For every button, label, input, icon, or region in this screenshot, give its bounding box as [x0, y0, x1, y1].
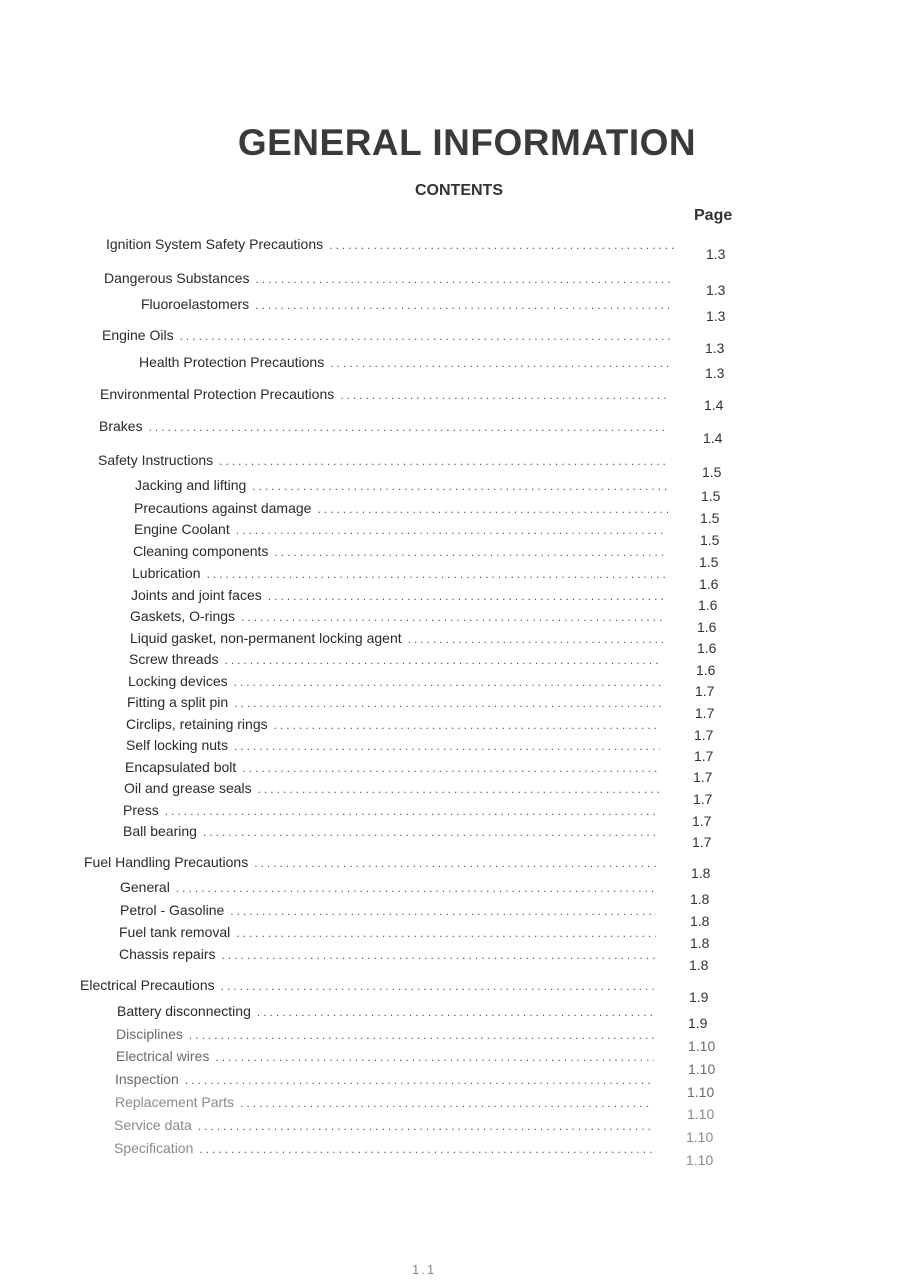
toc-entry-label: Dangerous Substances	[104, 270, 250, 286]
toc-entry	[114, 1117, 652, 1137]
toc-entry-page: 1.5	[699, 554, 719, 570]
toc-entry-page: 1.8	[691, 865, 711, 881]
toc-leader-dots	[255, 298, 671, 312]
toc-entry	[104, 270, 672, 290]
toc-leader-dots	[254, 856, 658, 870]
toc-entry	[123, 823, 658, 843]
toc-entry	[133, 543, 666, 563]
toc-entry-page: 1.5	[700, 510, 720, 526]
toc-entry-label: Ignition System Safety Precautions	[106, 236, 324, 252]
toc-entry-label: Lubrication	[132, 565, 201, 581]
toc-entry	[84, 854, 658, 874]
toc-entry	[134, 500, 668, 520]
toc-entry-label: Circlips, retaining rings	[126, 716, 268, 732]
toc-leader-dots	[408, 632, 663, 646]
toc-leader-dots	[330, 356, 670, 370]
toc-entry-page: 1.7	[693, 791, 713, 807]
toc-entry-label: General	[120, 879, 170, 895]
toc-leader-dots	[149, 420, 669, 434]
toc-entry	[115, 1094, 653, 1114]
toc-entry	[99, 418, 669, 438]
toc-entry-page: 1.10	[687, 1084, 715, 1100]
toc-leader-dots	[242, 761, 660, 775]
toc-entry-page: 1.7	[695, 705, 715, 721]
toc-leader-dots	[274, 545, 666, 559]
toc-entry	[114, 1140, 652, 1160]
toc-leader-dots	[165, 804, 658, 818]
toc-entry-label: Disciplines	[116, 1026, 183, 1042]
toc-leader-dots	[221, 948, 656, 962]
toc-entry	[117, 1003, 655, 1023]
toc-entry-page: 1.3	[705, 365, 725, 381]
toc-leader-dots	[215, 1050, 654, 1064]
toc-entry-page: 1.3	[706, 282, 726, 298]
toc-entry-label: Engine Coolant	[134, 521, 230, 537]
toc-entry-page: 1.10	[687, 1106, 715, 1122]
toc-entry-label: Safety Instructions	[98, 452, 214, 468]
toc-entry-page: 1.4	[703, 430, 723, 446]
toc-leader-dots	[198, 1119, 652, 1133]
toc-leader-dots	[199, 1142, 652, 1156]
toc-entry	[128, 673, 662, 693]
toc-entry	[98, 452, 669, 472]
toc-leader-dots	[234, 675, 662, 689]
toc-entry	[102, 327, 671, 347]
toc-leader-dots	[203, 825, 658, 839]
toc-entry-page: 1.7	[695, 683, 715, 699]
toc-entry-page: 1.3	[706, 308, 726, 324]
toc-entry-page: 1.9	[689, 989, 709, 1005]
toc-leader-dots	[257, 1005, 655, 1019]
toc-entry	[119, 924, 656, 944]
toc-leader-dots	[252, 479, 668, 493]
toc-entry-label: Fuel tank removal	[119, 924, 231, 940]
toc-entry-label: Engine Oils	[102, 327, 174, 343]
toc-entry-label: Specification	[114, 1140, 194, 1156]
toc-entry-page: 1.5	[700, 532, 720, 548]
toc-entry-label: Gaskets, O-rings	[130, 608, 236, 624]
toc-leader-dots	[256, 272, 672, 286]
toc-leader-dots	[224, 653, 662, 667]
toc-leader-dots	[240, 1096, 653, 1110]
toc-entry	[134, 521, 667, 541]
toc-leader-dots	[340, 388, 670, 402]
toc-entry-label: Locking devices	[128, 673, 228, 689]
toc-entry	[106, 236, 674, 256]
toc-entry-page: 1.10	[686, 1152, 714, 1168]
toc-entry	[130, 630, 663, 650]
toc-leader-dots	[189, 1028, 654, 1042]
toc-entry-label: Battery disconnecting	[117, 1003, 251, 1019]
toc-entry-label: Liquid gasket, non-permanent locking agent	[130, 630, 402, 646]
toc-leader-dots	[236, 926, 656, 940]
toc-entry-label: Ball bearing	[123, 823, 197, 839]
toc-entry-page: 1.9	[688, 1015, 708, 1031]
toc-entry-page: 1.10	[688, 1061, 716, 1077]
toc-entry	[119, 946, 656, 966]
toc-leader-dots	[207, 567, 666, 581]
toc-entry	[141, 296, 671, 316]
toc-leader-dots	[221, 979, 655, 993]
toc-entry-label: Brakes	[99, 418, 143, 434]
toc-entry-page: 1.10	[688, 1038, 716, 1054]
toc-leader-dots	[230, 904, 656, 918]
toc-entry-label: Joints and joint faces	[131, 587, 262, 603]
toc-leader-dots	[274, 718, 661, 732]
toc-entry-page: 1.7	[693, 769, 713, 785]
toc-entry-label: Oil and grease seals	[124, 780, 252, 796]
toc-entry-page: 1.6	[697, 619, 717, 635]
toc-entry-label: Press	[123, 802, 159, 818]
toc-entry	[127, 694, 661, 714]
toc-entry	[124, 780, 659, 800]
toc-entry	[120, 879, 657, 899]
toc-entry-page: 1.6	[698, 597, 718, 613]
toc-entry-page: 1.7	[692, 834, 712, 850]
toc-entry-page: 1.6	[697, 640, 717, 656]
toc-entry-label: Service data	[114, 1117, 192, 1133]
toc-entry-page: 1.3	[706, 246, 726, 262]
toc-entry-page: 1.7	[694, 748, 714, 764]
toc-entry	[80, 977, 655, 997]
toc-entry	[139, 354, 670, 374]
page-number-footer: 1.1	[412, 1262, 437, 1277]
page-column-header: Page	[694, 207, 733, 224]
toc-entry	[125, 759, 660, 779]
toc-entry-label: Electrical Precautions	[80, 977, 215, 993]
toc-leader-dots	[180, 329, 671, 343]
toc-entry-label: Inspection	[115, 1071, 179, 1087]
toc-entry	[126, 737, 660, 757]
toc-entry-page: 1.5	[702, 464, 722, 480]
toc-entry-page: 1.4	[704, 397, 724, 413]
toc-entry-page: 1.8	[689, 957, 709, 973]
toc-entry	[126, 716, 661, 736]
toc-leader-dots	[236, 523, 667, 537]
toc-entry-label: Encapsulated bolt	[125, 759, 237, 775]
toc-entry-page: 1.5	[701, 488, 721, 504]
toc-leader-dots	[241, 610, 664, 624]
toc-entry-label: Electrical wires	[116, 1048, 210, 1064]
toc-entry-label: Fuel Handling Precautions	[84, 854, 249, 870]
toc-leader-dots	[234, 739, 660, 753]
toc-entry	[130, 608, 664, 628]
toc-entry-page: 1.8	[690, 935, 710, 951]
toc-entry-page: 1.3	[705, 340, 725, 356]
toc-entry-label: Cleaning components	[133, 543, 269, 559]
toc-entry	[132, 565, 665, 585]
toc-entry-label: Chassis repairs	[119, 946, 216, 962]
toc-leader-dots	[176, 881, 657, 895]
toc-entry	[116, 1026, 654, 1046]
toc-entry-label: Replacement Parts	[115, 1094, 235, 1110]
toc-leader-dots	[219, 454, 669, 468]
toc-entry	[100, 386, 670, 406]
toc-leader-dots	[258, 782, 659, 796]
toc-entry-page: 1.6	[696, 662, 716, 678]
toc-entry	[120, 902, 656, 922]
page-title: GENERAL INFORMATION	[237, 122, 697, 163]
toc-entry	[116, 1048, 654, 1068]
toc-entry-label: Fitting a split pin	[127, 694, 229, 710]
toc-entry	[131, 587, 664, 607]
toc-leader-dots	[185, 1073, 653, 1087]
toc-entry-label: Health Protection Precautions	[139, 354, 325, 370]
toc-entry-page: 1.10	[686, 1129, 714, 1145]
toc-entry-page: 1.6	[699, 576, 719, 592]
toc-entry-label: Precautions against damage	[134, 500, 312, 516]
toc-entry-label: Self locking nuts	[126, 737, 228, 753]
toc-entry-page: 1.7	[692, 813, 712, 829]
toc-entry-label: Petrol - Gasoline	[120, 902, 225, 918]
contents-heading: CONTENTS	[415, 182, 503, 199]
toc-leader-dots	[234, 696, 661, 710]
toc-entry-page: 1.7	[694, 727, 714, 743]
toc-entry	[135, 477, 668, 497]
toc-entry	[123, 802, 658, 822]
toc-entry-label: Screw threads	[129, 651, 219, 667]
toc-leader-dots	[329, 238, 674, 252]
toc-entry-page: 1.8	[690, 913, 710, 929]
toc-entry-page: 1.8	[690, 891, 710, 907]
toc-entry-label: Environmental Protection Precautions	[100, 386, 335, 402]
toc-entry	[129, 651, 662, 671]
toc-entry	[115, 1071, 653, 1091]
toc-leader-dots	[317, 502, 668, 516]
toc-leader-dots	[268, 589, 664, 603]
toc-entry-label: Fluoroelastomers	[141, 296, 250, 312]
toc-entry-label: Jacking and lifting	[135, 477, 247, 493]
